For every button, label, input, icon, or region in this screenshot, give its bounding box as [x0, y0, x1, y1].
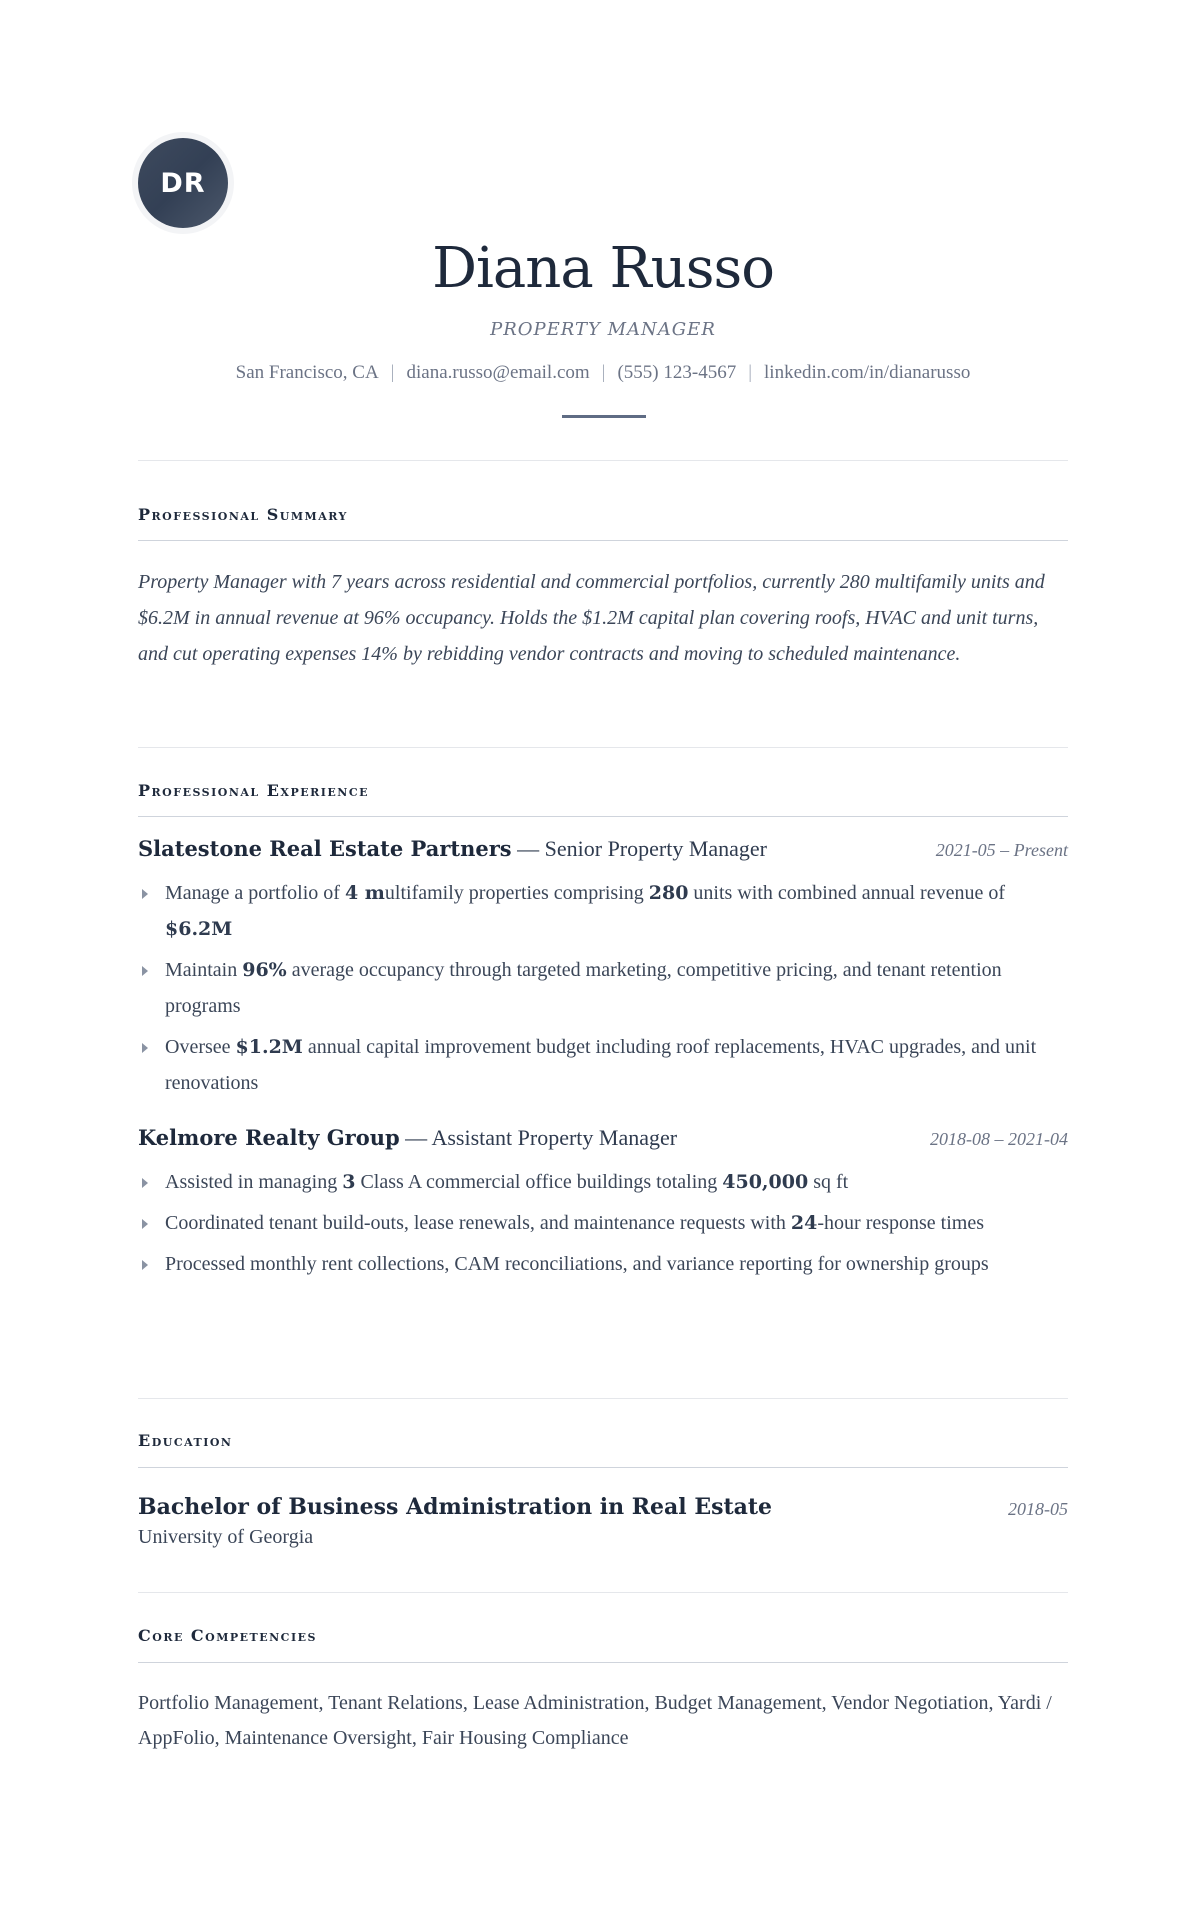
- job-bullet: Manage a portfolio of 4 multifamily properties comprising 280 units with combined annual revenue of $6.2M: [138, 875, 1068, 947]
- job-header: [138, 1125, 1068, 1151]
- divider: [138, 460, 1068, 461]
- education-degree: Bachelor of Business Administration in Real Estate: [138, 1494, 773, 1520]
- candidate-role: PROPERTY MANAGER: [490, 319, 716, 340]
- job-bullet-list: [138, 1164, 1068, 1287]
- divider: [138, 1592, 1068, 1593]
- section-rule: [138, 1662, 1068, 1663]
- section-title-experience: Professional Experience: [138, 781, 369, 800]
- avatar: [138, 138, 228, 228]
- header-accent-line: [562, 415, 646, 418]
- job-dates: 2018-08 – 2021-04: [930, 1129, 1068, 1149]
- bullet-highlight: 280: [648, 882, 689, 904]
- section-title-competencies: Core Competencies: [138, 1626, 317, 1645]
- job-header: [138, 836, 1068, 862]
- contact-separator: |: [390, 362, 395, 383]
- avatar-initials: DR: [160, 167, 206, 199]
- job-title: Senior Property Manager: [544, 836, 768, 861]
- contact-location: San Francisco, CA: [235, 362, 379, 383]
- bullet-triangle-icon: [142, 966, 148, 976]
- section-rule: [138, 540, 1068, 541]
- bullet-highlight: 96%: [242, 959, 287, 981]
- bullet-highlight: $1.2M: [235, 1036, 303, 1058]
- job-bullet: Processed monthly rent collections, CAM reconciliations, and variance reporting for ownership groups: [138, 1246, 1068, 1282]
- contact-separator: |: [748, 362, 753, 383]
- bullet-highlight: $6.2M: [165, 918, 233, 940]
- summary-text: Property Manager with 7 years across residential and commercial portfolios, currently 280 multifamily units and $6.2M in annual revenue at 96% occupancy. Holds the $1.2M capital plan covering roofs, HVAC and unit turns, and cut operating expenses 14% by rebidding vendor contracts and moving to scheduled maintenance.: [138, 571, 1045, 665]
- bullet-highlight: 4 m: [344, 882, 385, 904]
- candidate-name: Diana Russo: [432, 236, 774, 301]
- bullet-highlight: 3: [342, 1171, 356, 1193]
- section-title-summary: Professional Summary: [138, 505, 348, 524]
- job-bullet: Assisted in managing 3 Class A commercial office buildings totaling 450,000 sq ft: [138, 1164, 1068, 1200]
- divider: [138, 1398, 1068, 1399]
- job-dates: 2021-05 – Present: [935, 840, 1068, 860]
- contact-email[interactable]: diana.russo@email.com: [406, 362, 590, 383]
- competencies-text: Portfolio Management, Tenant Relations, Lease Administration, Budget Management, Vendor Negotiation, Yardi / AppFolio, Maintenance Oversight, Fair Housing Compliance: [138, 1692, 1052, 1749]
- contact-phone[interactable]: (555) 123-4567: [617, 362, 737, 383]
- job-company: Slatestone Real Estate Partners: [138, 836, 512, 861]
- bullet-triangle-icon: [142, 1260, 148, 1270]
- bullet-triangle-icon: [142, 889, 148, 899]
- section-title-education: Education: [138, 1431, 233, 1450]
- bullet-triangle-icon: [142, 1178, 148, 1188]
- job-company: Kelmore Realty Group: [138, 1125, 400, 1150]
- contact-separator: |: [601, 362, 606, 383]
- section-rule: [138, 1467, 1068, 1468]
- education-date: 2018-05: [1008, 1499, 1068, 1519]
- job-bullet-list: [138, 875, 1068, 1106]
- job-dash: —: [511, 836, 545, 861]
- bullet-highlight: 450,000: [722, 1171, 809, 1193]
- job-dash: —: [399, 1125, 432, 1150]
- bullet-triangle-icon: [142, 1043, 148, 1053]
- contact-linkedin[interactable]: linkedin.com/in/dianarusso: [764, 362, 971, 383]
- job-bullet: Oversee $1.2M annual capital improvement budget including roof replacements, HVAC upgrades, and unit renovations: [138, 1029, 1068, 1101]
- divider: [138, 747, 1068, 748]
- bullet-triangle-icon: [142, 1219, 148, 1229]
- job-bullet: Maintain 96% average occupancy through targeted marketing, competitive pricing, and tenant retention programs: [138, 952, 1068, 1024]
- job-title: Assistant Property Manager: [431, 1125, 678, 1150]
- section-rule: [138, 816, 1068, 817]
- contact-line: [138, 362, 1068, 384]
- bullet-highlight: 24: [790, 1212, 818, 1234]
- job-bullet: Coordinated tenant build-outs, lease renewals, and maintenance requests with 24-hour response times: [138, 1205, 1068, 1241]
- education-school: University of Georgia: [138, 1526, 314, 1548]
